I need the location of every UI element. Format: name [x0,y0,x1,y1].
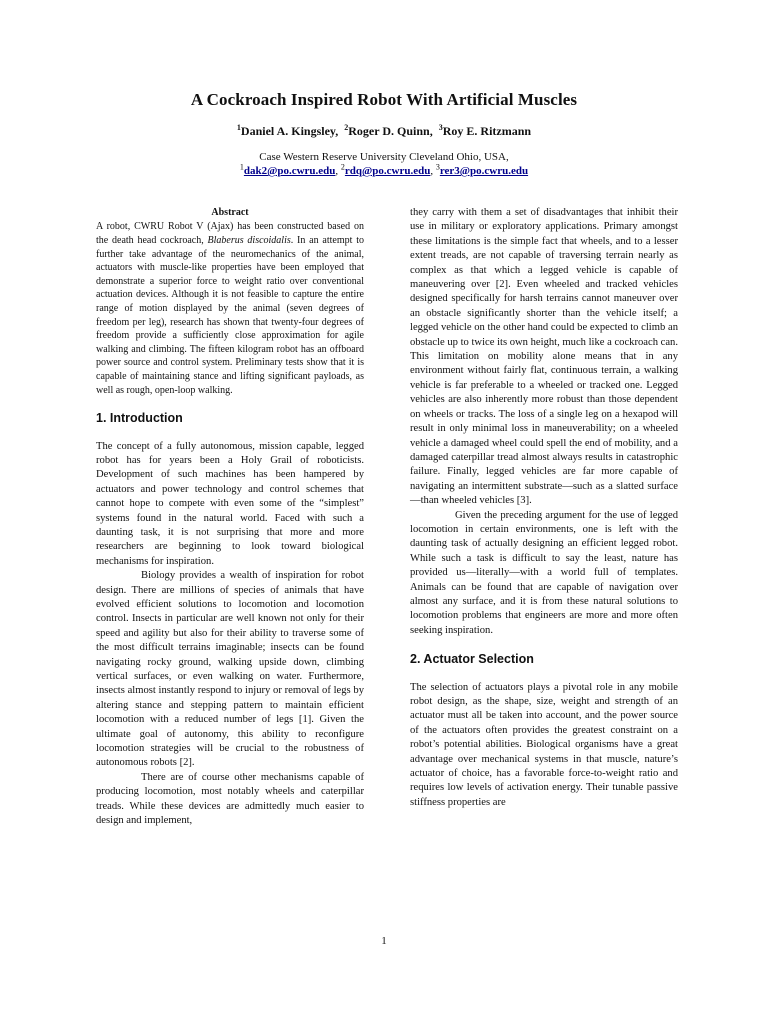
email-link-3[interactable]: rer3@po.cwru.edu [439,165,529,177]
abstract-heading: Abstract [211,207,249,218]
paragraph: Given the preceding argument for the use of legged locomotion in certain environments, one is left with the daunting task of actually designing an efficient legged robot. While such a task is difficult to say the least, nature has provided us—literally—with a world full of templates. Animals can be found that are capable of navigation over almost any surface, and it is from these natural solutions to locomotion problems that engineers are more and more often seeking inspiration. [410,509,678,636]
author-list: $^1$Daniel A. Kingsley, $^2$Roger D. Quinn, $^3$Roy E. Ritzmann [236,123,532,138]
abstract-text: A robot, CWRU Robot V (Ajax) has been constructed based on the death head cockroach, Blaberus discoidalis. In an attempt to further take advantage of the neuromechanics of the animal, actuators with muscle-like properties have been employed that demonstrate a superior force to weight ratio over conventional actuation devices. Although it is not feasible to capture the entire range of motion displayed by the animal (seven degrees of freedom per leg), research has shown that twenty-four degrees of freedom provide a sufficiently close approximation for agile walking and climbing. The fifteen kilogram robot has an offboard power source and control system. Preliminary tests show that it is capable of maintaining stance and lifting significant payloads, as well as rough, open-loop walking. [96,221,364,396]
left-column [96,206,364,829]
email-link-1[interactable]: dak2@po.cwru.edu [243,165,336,177]
section-heading-actuator-selection: 2. Actuator Selection [410,652,534,667]
right-column [410,206,678,810]
paragraph: There are of course other mechanisms capable of producing locomotion, most notably wheels and caterpillar treads. While these devices are admittedly much easier to design and implement, [96,771,364,827]
email-link-2[interactable]: rdq@po.cwru.edu [344,165,431,177]
page-number: 1 [381,935,387,947]
paper-title: A Cockroach Inspired Robot With Artificial Muscles [190,90,578,109]
paragraph: they carry with them a set of disadvantages that inhibit their use in military or exploratory applications. Primary amongst these limitations is the simple fact that wheels, and to a lesser extent treads, are not capable of traversing terrain nearly as complex as that which a legged vehicle is capable of maneuvering over [2]. Even wheeled and tracked vehicles designed specifically for harsh terrains cannot maneuver over an obstacle significantly shorter than the vehicle itself; a legged vehicle on the other hand could be expected to climb an obstacle up to twice its own height, much like a cockroach can. This limitation on mobility alone means that in any environment without fairly flat, continuous terrain, a walking vehicle is far preferable to a wheeled or tracked one. Legged vehicles are also inherently more robust than those dependent on wheels or tracks. The loss of a single leg on a hexapod will result in only minimal loss in maneuverability; on a wheeled vehicle a damaged wheel could spell the end of mobility, and a damaged caterpillar tread almost always results in catastrophic failure. Finally, legged vehicles are far more capable of navigating an intermittent substrate—such as a slatted surface—than wheeled vehicles [3]. [410,207,678,507]
paragraph: The concept of a fully autonomous, mission capable, legged robot has for years been a Holy Grail of roboticists. Development of such machines has been hampered by actuators and power technology and control schemes that cannot hope to compete with even some of the “simplest” systems found in the natural world. Faced with such a daunting task, it is not surprising that more and more researchers are beginning to look toward biological mechanisms for inspiration. [96,440,364,567]
author-1: $^1$Daniel A. Kingsley [236,123,336,138]
email-list: $^1$dak2@po.cwru.edu, $^2$rdq@po.cwru.edu, $^3$rer3@po.cwru.edu [239,162,529,177]
paragraph: The selection of actuators plays a pivotal role in any mobile robot design, as the shape, size, weight and strength of an actuator must all be taken into account, and the power source of the actuators often provides the greatest constraint on a robot’s potential abilities. Biological organisms have a great advantage over mechanical systems in that muscle, nature’s actuator of choice, has a favorable force-to-weight ratio and requires low levels of activation energy. Their tunable passive stiffness properties are [410,681,678,808]
section-heading-introduction: 1. Introduction [96,411,183,426]
affiliation-block [0,150,768,178]
paragraph: Biology provides a wealth of inspiration for robot design. There are millions of species of animals that have evolved efficient solutions to locomotion and locomotion control. Insects in particular are well known not only for their speed and agility but also for their ability to traverse some of the most difficult terrains imaginable; insects can be found navigating rocky ground, walking upside down, climbing vertical surfaces, or even walking on water. Furthermore, insects almost instantly respond to injury or removal of legs by altering stance and stepping pattern to maintain efficient locomotion with a reduced number of legs [1]. Given the ultimate goal of autonomy, this ability to reconfigure locomotion strategies will be crucial to the robustness of autonomous robots [2]. [96,570,364,769]
affiliation: Case Western Reserve University Cleveland Ohio, USA, [259,151,509,163]
author-3: $^3$Roy E. Ritzmann [438,123,532,138]
author-2: $^2$Roger D. Quinn [344,123,430,138]
